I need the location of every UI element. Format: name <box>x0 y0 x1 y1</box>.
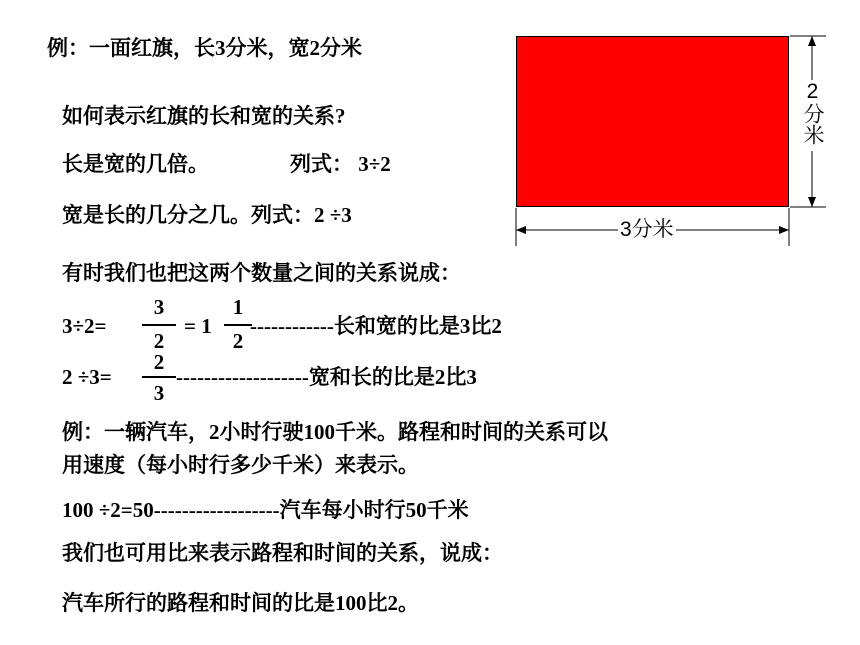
ratio-intro: 有时我们也把这两个数量之间的关系说成： <box>62 261 461 285</box>
example1-question: 如何表示红旗的长和宽的关系? <box>62 104 346 128</box>
ratio2-prefix: 2 ÷3= <box>62 365 112 389</box>
example1-length-formula: 列式： 3÷2 <box>290 152 391 176</box>
ratio1-statement: ------------长和宽的比是3比2 <box>250 314 502 338</box>
example2-line2: 用速度（每小时行多少千米）来表示。 <box>62 453 419 477</box>
example2-line1: 例：一辆汽车，2小时行驶100千米。路程和时间的关系可以 <box>62 420 608 444</box>
ratio2-denominator: 3 <box>153 381 165 405</box>
ratio2-statement: -------------------宽和长的比是2比3 <box>176 365 477 389</box>
ratio2-fraction-bar <box>142 376 176 378</box>
ratio1-mixed-denominator: 2 <box>232 329 244 353</box>
ratio1-mixed-fraction-bar <box>224 324 252 326</box>
example2-calc: 100 ÷2=50------------------汽车每小时行50千米 <box>62 498 469 522</box>
ratio1-fraction-bar <box>142 324 176 326</box>
example2-line3: 我们也可用比来表示路程和时间的关系，说成： <box>62 541 503 565</box>
ratio1-numerator: 3 <box>153 295 165 319</box>
example1-length-question: 长是宽的几倍。 <box>62 152 209 176</box>
example2-line4: 汽车所行的路程和时间的比是100比2。 <box>62 591 419 615</box>
flag-height-label: 2分米 <box>800 80 824 151</box>
flag-width-label: 3分米 <box>620 218 674 241</box>
ratio1-denominator: 2 <box>153 329 165 353</box>
ratio2-numerator: 2 <box>153 350 165 374</box>
ratio1-equals: = 1 <box>184 314 212 338</box>
example1-title: 例：一面红旗，长3分米，宽2分米 <box>47 36 362 60</box>
example1-width-question: 宽是长的几分之几。列式：2 ÷3 <box>62 203 352 227</box>
ratio1-prefix: 3÷2= <box>62 314 107 338</box>
ratio1-mixed-numerator: 1 <box>232 295 244 319</box>
